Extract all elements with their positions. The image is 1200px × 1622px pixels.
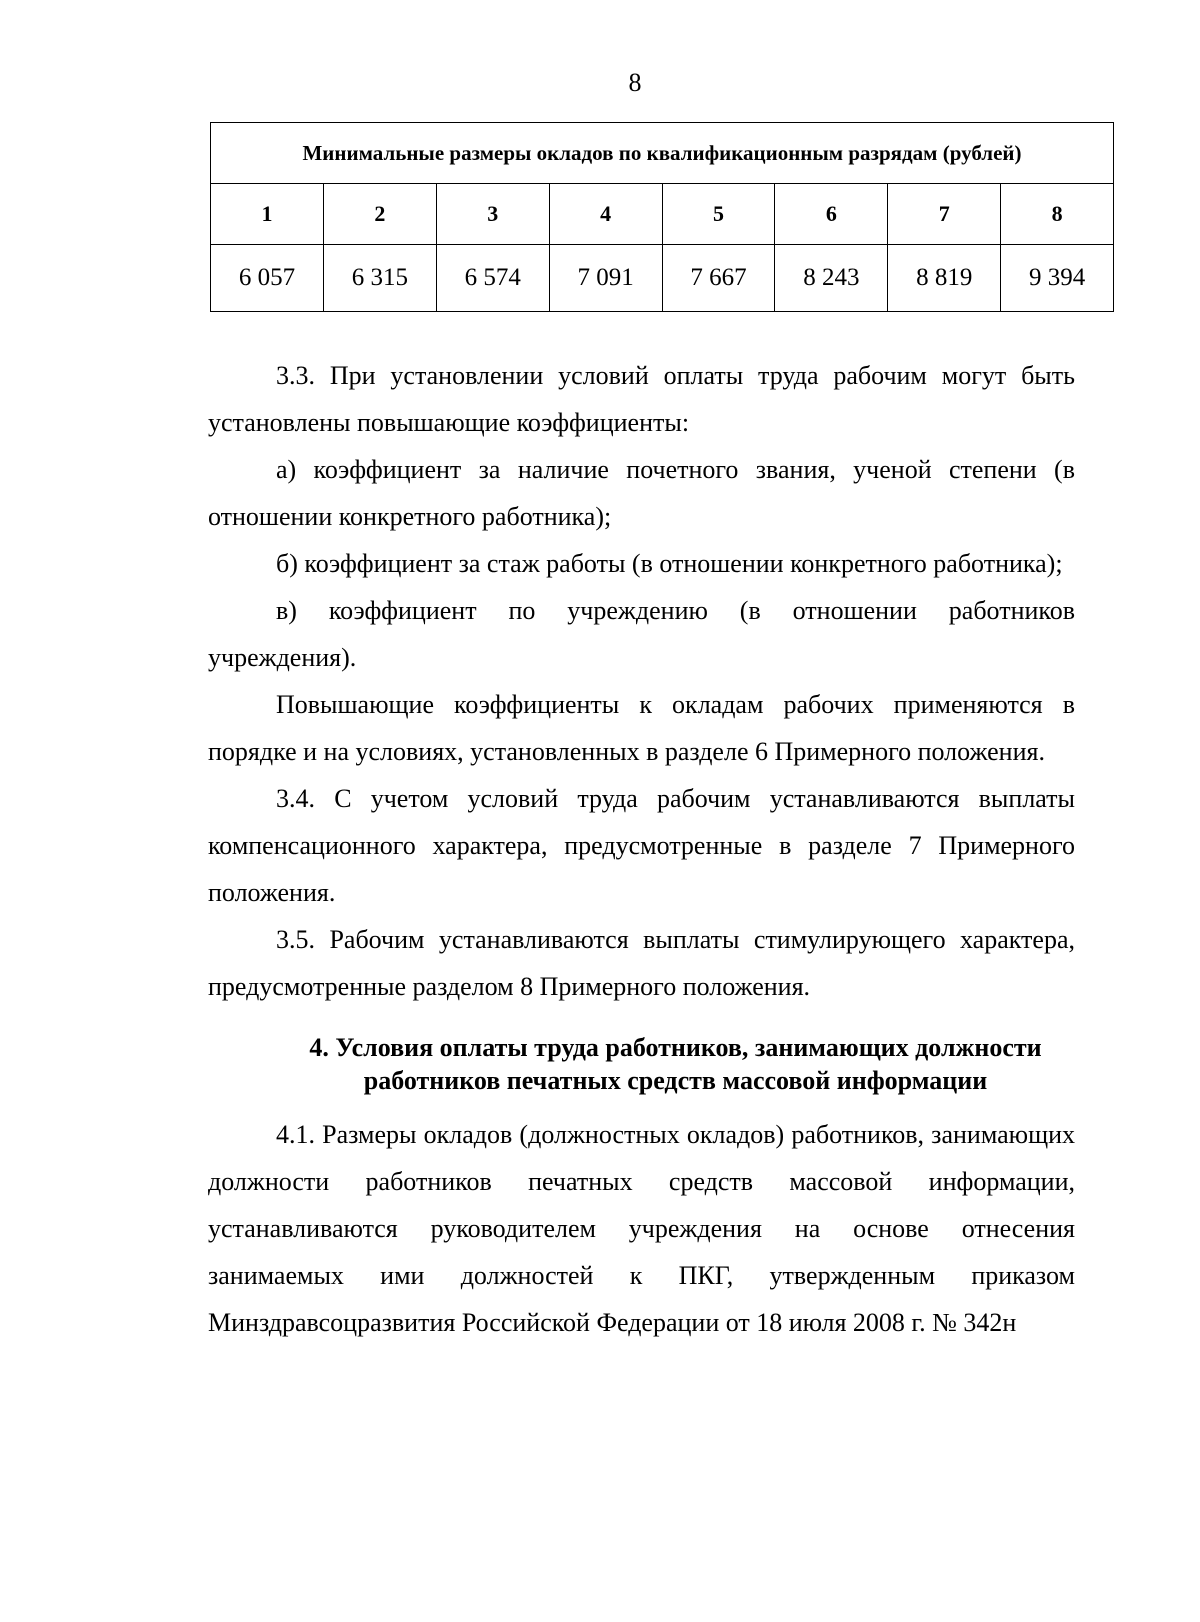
table-caption: Минимальные размеры окладов по квалификационным разрядам (рублей) bbox=[211, 123, 1114, 184]
salary-value-cell: 6 574 bbox=[436, 245, 549, 312]
grade-cell: 2 bbox=[323, 184, 436, 245]
paragraph-3-3-note: Повышающие коэффициенты к окладам рабочих применяются в порядке и на условиях, установленных в разделе 6 Примерного положения. bbox=[208, 690, 1075, 766]
section-4-heading-line-2: работников печатных средств массовой информации bbox=[363, 1066, 988, 1095]
grade-cell: 4 bbox=[549, 184, 662, 245]
salary-value-cell: 7 091 bbox=[549, 245, 662, 312]
paragraph-3-4: 3.4. С учетом условий труда рабочим устанавливаются выплаты компенсационного характера, предусмотренные в разделе 7 Примерного положения. bbox=[208, 784, 1075, 907]
paragraph-4-1: 4.1. Размеры окладов (должностных окладов) работников, занимающих должности работников печатных средств массовой информации, устанавливаются руководителем учреждения на основе отнесения занимаемых ими должностей к ПКГ, утвержденным приказом Минздравсоцразвития Российской Федерации от 18 июля 2008 г. № 342н bbox=[208, 1120, 1075, 1337]
grade-cell: 7 bbox=[888, 184, 1001, 245]
salary-value-cell: 8 819 bbox=[888, 245, 1001, 312]
paragraph-3-3-b: б) коэффициент за стаж работы (в отношении конкретного работника); bbox=[276, 549, 1063, 578]
salary-value-cell: 8 243 bbox=[775, 245, 888, 312]
section-4-heading bbox=[208, 1031, 1075, 1097]
salary-value-cell: 9 394 bbox=[1001, 245, 1114, 312]
paragraph-3-3-v: в) коэффициент по учреждению (в отношении работников учреждения). bbox=[208, 596, 1075, 672]
paragraph-3-5: 3.5. Рабочим устанавливаются выплаты стимулирующего характера, предусмотренные разделом 8 Примерного положения. bbox=[208, 925, 1075, 1001]
grade-cell: 5 bbox=[662, 184, 775, 245]
salary-value-row bbox=[211, 245, 1114, 312]
grade-cell: 3 bbox=[436, 184, 549, 245]
salary-value-cell: 7 667 bbox=[662, 245, 775, 312]
grade-header-row bbox=[211, 184, 1114, 245]
grade-cell: 8 bbox=[1001, 184, 1114, 245]
page-number: 8 bbox=[628, 68, 642, 97]
section-4-heading-line-1: 4. Условия оплаты труда работников, занимающих должности bbox=[309, 1033, 1042, 1062]
body-text bbox=[208, 352, 1075, 1346]
grade-cell: 6 bbox=[775, 184, 888, 245]
grade-cell: 1 bbox=[211, 184, 324, 245]
paragraph-3-3: 3.3. При установлении условий оплаты труда рабочим могут быть установлены повышающие коэффициенты: bbox=[208, 361, 1075, 437]
paragraph-3-3-a: а) коэффициент за наличие почетного звания, ученой степени (в отношении конкретного работника); bbox=[208, 455, 1075, 531]
salary-value-cell: 6 315 bbox=[323, 245, 436, 312]
salary-table bbox=[210, 122, 1114, 312]
salary-value-cell: 6 057 bbox=[211, 245, 324, 312]
